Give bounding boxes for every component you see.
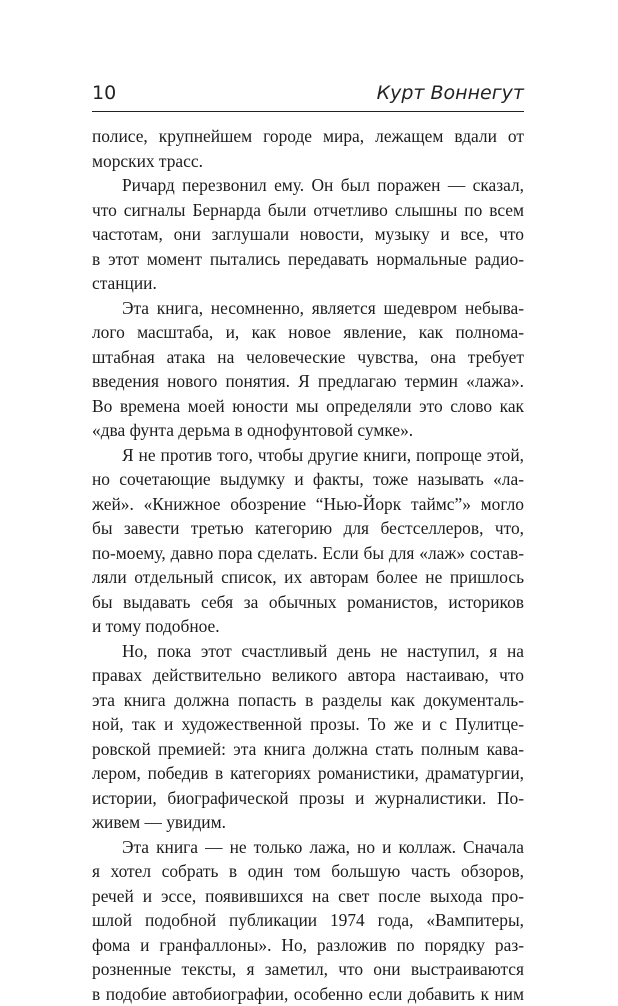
- text-line: ровской премией: эта книга должна стать полным кава-: [92, 737, 524, 762]
- running-title: Курт Воннегут: [377, 82, 524, 104]
- text-line: Ричард перезвонил ему. Он был поражен — сказал,: [92, 173, 524, 198]
- paragraph: [92, 443, 524, 639]
- text-line: введения нового понятия. Я предлагаю термин «лажа».: [92, 369, 524, 394]
- text-line: и тому подобное.: [92, 614, 524, 639]
- text-line: истории, биографической прозы и журналистики. По-: [92, 786, 524, 811]
- text-line: правах действительно великого автора настаиваю, что: [92, 663, 524, 688]
- text-line: Но, пока этот счастливый день не наступил, я на: [92, 639, 524, 664]
- text-line: Эта книга — не только лажа, но и коллаж. Сначала: [92, 835, 524, 860]
- text-line: в этот момент пытались передавать нормальные радио-: [92, 247, 524, 272]
- text-line: ляли отдельный список, их авторам более не пришлось: [92, 565, 524, 590]
- text-line: по-моему, давно пора сделать. Если бы для «лаж» состав-: [92, 541, 524, 566]
- text-line: я хотел собрать в один том большую часть обзоров,: [92, 859, 524, 884]
- text-line: в подобие автобиографии, особенно если добавить к ним: [92, 982, 524, 1006]
- page-header: [92, 70, 524, 112]
- text-line: Эта книга, несомненно, является шедевром небыва-: [92, 296, 524, 321]
- paragraph: [92, 835, 524, 1006]
- text-line: частотам, они заглушали новости, музыку и все, что: [92, 222, 524, 247]
- text-line: лером, победив в категориях романистики, драматургии,: [92, 761, 524, 786]
- page-number: 10: [92, 82, 116, 104]
- paragraph: [92, 173, 524, 296]
- text-line: штабная атака на человеческие чувства, она требует: [92, 345, 524, 370]
- text-line: бы завести третью категорию для бестселлеров, что,: [92, 516, 524, 541]
- text-line: эта книга должна попасть в разделы как документаль-: [92, 688, 524, 713]
- paragraph: [92, 124, 524, 173]
- text-line: полисе, крупнейшем городе мира, лежащем вдали от: [92, 124, 524, 149]
- text-line: но сочетающие выдумку и факты, тоже называть «ла-: [92, 467, 524, 492]
- text-line: что сигналы Бернарда были отчетливо слышны по всем: [92, 198, 524, 223]
- text-line: жей». «Книжное обозрение “Нью-Йорк таймс”» могло: [92, 492, 524, 517]
- text-line: «два фунта дерьма в однофунтовой сумке».: [92, 418, 524, 443]
- text-line: бы выдавать себя за обычных романистов, историков: [92, 590, 524, 615]
- text-line: живем — увидим.: [92, 810, 524, 835]
- text-line: розненные тексты, я заметил, что они выстраиваются: [92, 957, 524, 982]
- paragraph: [92, 639, 524, 835]
- text-line: станции.: [92, 271, 524, 296]
- text-line: фома и гранфаллоны». Но, разложив по порядку раз-: [92, 933, 524, 958]
- text-line: ной, так и художественной прозы. То же и с Пулитце-: [92, 712, 524, 737]
- body-text: [92, 124, 524, 1006]
- text-line: Я не против того, чтобы другие книги, попроще этой,: [92, 443, 524, 468]
- text-line: лого масштаба, и, как новое явление, как полнома-: [92, 320, 524, 345]
- paragraph: [92, 296, 524, 443]
- text-line: морских трасс.: [92, 149, 524, 174]
- header-rule: [92, 111, 524, 112]
- text-line: Во времена моей юности мы определяли это слово как: [92, 394, 524, 419]
- text-line: шлой подобной публикации 1974 года, «Вампитеры,: [92, 908, 524, 933]
- text-line: речей и эссе, появившихся на свет после выхода про-: [92, 884, 524, 909]
